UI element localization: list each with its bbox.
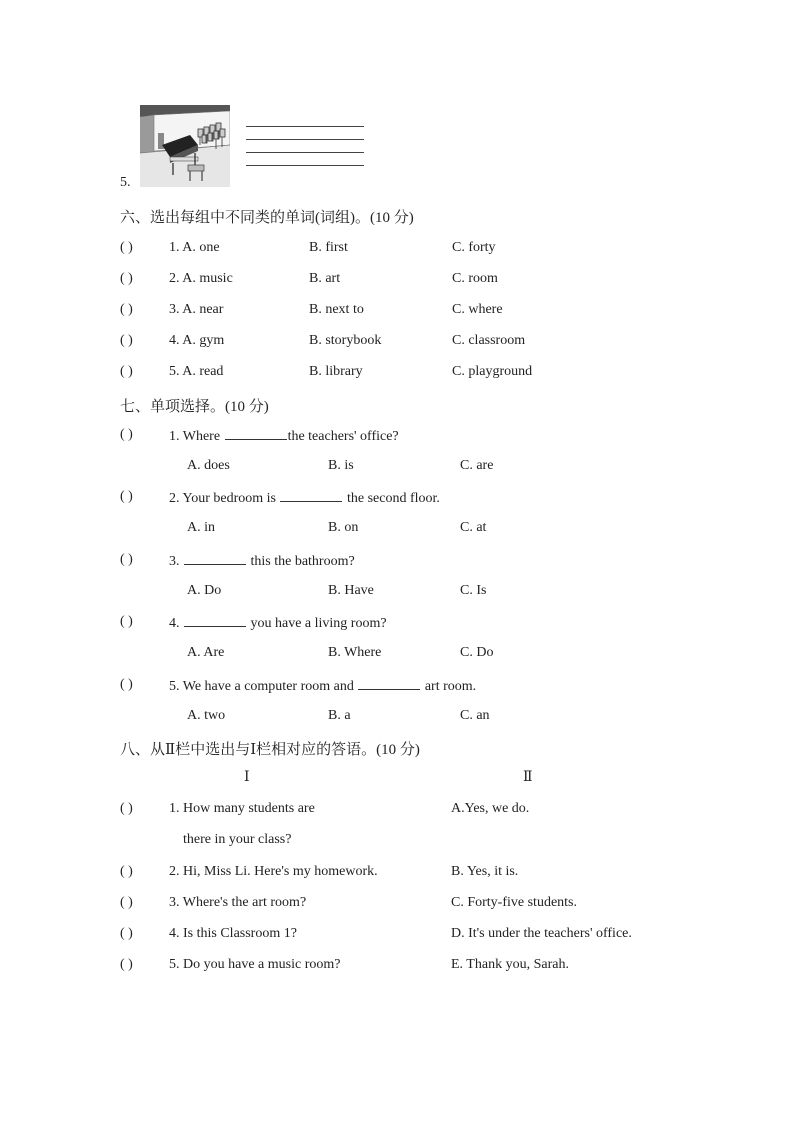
answer-paren[interactable]: ( ) (120, 614, 133, 629)
answer-paren[interactable]: ( ) (120, 240, 133, 255)
answer-paren[interactable]: ( ) (120, 864, 133, 879)
option-c: C. forty (452, 240, 496, 255)
option-b: B. on (328, 520, 359, 535)
music-room-piano-picture (140, 105, 230, 187)
fill-blank[interactable] (358, 677, 420, 690)
option-c: C. Is (460, 583, 487, 598)
match-question: 1. How many students are (169, 801, 315, 816)
match-answer: A.Yes, we do. (451, 801, 530, 816)
option-a: A. two (187, 708, 226, 723)
answer-paren[interactable]: ( ) (120, 427, 133, 442)
fill-blank[interactable] (280, 489, 342, 502)
match-answer: B. Yes, it is. (451, 864, 519, 879)
option-c: C. at (460, 520, 487, 535)
answer-paren[interactable]: ( ) (120, 677, 133, 692)
column-1-header: Ⅰ (244, 770, 250, 785)
question-stem: 2. Your bedroom is the second floor. (169, 491, 440, 506)
match-question: 4. Is this Classroom 1? (169, 926, 297, 941)
match-question: 2. Hi, Miss Li. Here's my homework. (169, 864, 378, 879)
option-a: A. Are (187, 645, 225, 660)
column-2-header: Ⅱ (523, 770, 533, 785)
option-a: 4. A. gym (169, 333, 225, 348)
option-a: 2. A. music (169, 271, 233, 286)
option-c: C. Do (460, 645, 494, 660)
option-b: B. first (309, 240, 348, 255)
answer-paren[interactable]: ( ) (120, 801, 133, 816)
match-question: 5. Do you have a music room? (169, 957, 341, 972)
answer-paren[interactable]: ( ) (120, 271, 133, 286)
answer-paren[interactable]: ( ) (120, 489, 133, 504)
option-b: B. is (328, 458, 354, 473)
section-7-title: 七、单项选择。(10 分) (120, 399, 269, 415)
answer-paren[interactable]: ( ) (120, 926, 133, 941)
question-stem: 1. Where the teachers' office? (169, 429, 399, 444)
fill-blank[interactable] (184, 614, 246, 627)
option-c: C. classroom (452, 333, 526, 348)
match-answer: C. Forty-five students. (451, 895, 577, 910)
question-stem: 3. this the bathroom? (169, 554, 355, 569)
answer-paren[interactable]: ( ) (120, 957, 133, 972)
option-b: B. Have (328, 583, 374, 598)
answer-line[interactable] (246, 152, 364, 153)
answer-paren[interactable]: ( ) (120, 552, 133, 567)
answer-line[interactable] (246, 139, 364, 140)
option-c: C. an (460, 708, 490, 723)
section-6-title: 六、选出每组中不同类的单词(词组)。(10 分) (120, 210, 414, 226)
option-a: A. Do (187, 583, 222, 598)
match-question-cont: there in your class? (183, 832, 292, 847)
option-b: B. art (309, 271, 341, 286)
match-answer: E. Thank you, Sarah. (451, 957, 569, 972)
option-c: C. room (452, 271, 498, 286)
option-c: C. are (460, 458, 494, 473)
answer-paren[interactable]: ( ) (120, 895, 133, 910)
option-a: 3. A. near (169, 302, 224, 317)
option-a: 5. A. read (169, 364, 224, 379)
option-a: 1. A. one (169, 240, 220, 255)
question-stem: 5. We have a computer room and art room. (169, 679, 477, 694)
option-b: B. next to (309, 302, 364, 317)
question-stem: 4. you have a living room? (169, 616, 387, 631)
option-b: B. library (309, 364, 363, 379)
match-question: 3. Where's the art room? (169, 895, 307, 910)
answer-paren[interactable]: ( ) (120, 302, 133, 317)
option-b: B. Where (328, 645, 382, 660)
option-c: C. where (452, 302, 503, 317)
answer-paren[interactable]: ( ) (120, 333, 133, 348)
option-c: C. playground (452, 364, 533, 379)
fill-blank[interactable] (225, 427, 287, 440)
fill-blank[interactable] (184, 552, 246, 565)
option-a: A. does (187, 458, 230, 473)
match-answer: D. It's under the teachers' office. (451, 926, 632, 941)
answer-line[interactable] (246, 126, 364, 127)
answer-paren[interactable]: ( ) (120, 364, 133, 379)
section-8-title: 八、从Ⅱ栏中选出与Ⅰ栏相对应的答语。(10 分) (120, 742, 420, 758)
answer-line[interactable] (246, 165, 364, 166)
option-a: A. in (187, 520, 215, 535)
question-number: 5. (120, 175, 131, 190)
option-b: B. storybook (309, 333, 382, 348)
option-b: B. a (328, 708, 351, 723)
